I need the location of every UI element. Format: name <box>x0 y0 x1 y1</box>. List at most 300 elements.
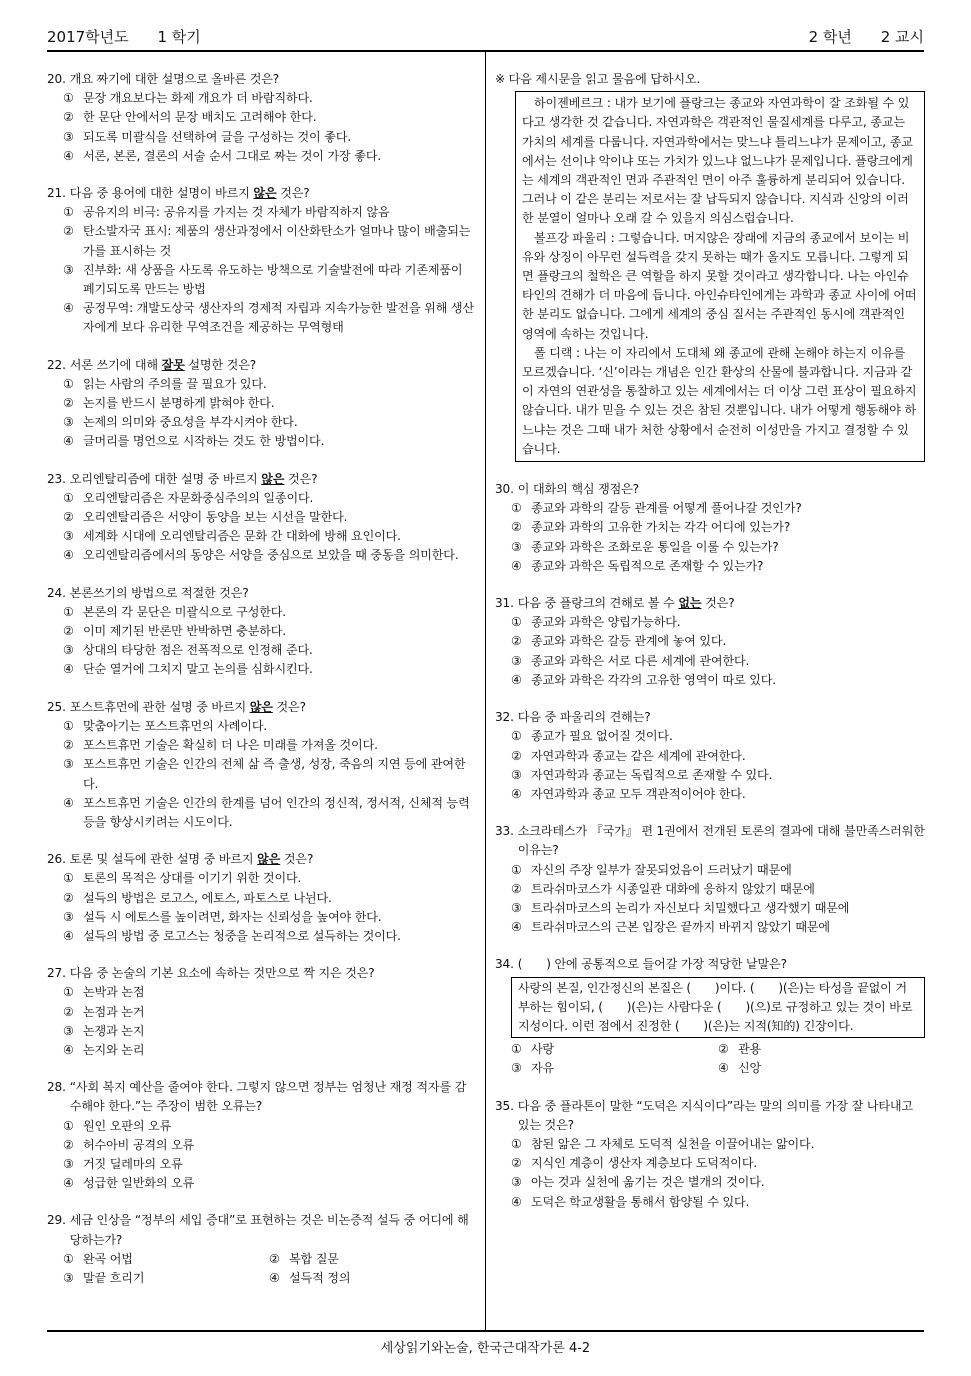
question-number: 24. <box>47 585 66 600</box>
choice-text: 한 문단 안에서의 문장 배치도 고려해야 한다. <box>83 110 317 125</box>
question-text <box>70 698 475 717</box>
question-number: 20. <box>47 72 66 86</box>
choice-mark: ④ <box>511 672 522 687</box>
choice[interactable] <box>63 413 475 432</box>
question-text: 다음 중 플라톤이 말한 “도덕은 지식이다”라는 말의 의미를 가장 잘 나타내고 있는 것은? <box>517 1098 913 1132</box>
choice-mark: ① <box>63 718 74 733</box>
choice-mark: ① <box>63 1118 74 1133</box>
choice-text: 이미 제기된 반론만 반박하면 충분하다. <box>83 624 286 639</box>
choice-mark: ④ <box>63 548 74 563</box>
choice-mark: ④ <box>63 928 74 943</box>
stem-part: 것은? <box>280 852 314 867</box>
choice-text: 포스트휴먼 기술은 확실히 더 나은 미래를 가져올 것이다. <box>83 738 378 753</box>
question-number: 29. <box>47 1213 66 1228</box>
question-text: 본론쓰기의 방법으로 적절한 것은? <box>69 585 249 600</box>
choice-mark: ② <box>718 1042 729 1057</box>
question-text: 다음 중 논술의 기본 요소에 속하는 것만으로 짝 지은 것은? <box>69 966 375 981</box>
question-stem <box>47 850 475 869</box>
choice-mark: ③ <box>511 1061 522 1076</box>
choice[interactable] <box>63 508 475 527</box>
question-20 <box>47 70 475 166</box>
choice[interactable] <box>63 1117 475 1136</box>
header-grade: 2 학년 <box>808 27 852 46</box>
choice-text: 세계화 시대에 오리엔탈리즘은 문화 간 대화에 방해 요인이다. <box>83 529 401 544</box>
choice-mark: ① <box>63 376 74 391</box>
question-stem <box>47 698 475 717</box>
choice[interactable] <box>511 652 925 671</box>
stem-part: 서론 쓰기에 대해 <box>69 357 162 372</box>
choice-text: 자신의 주장 일부가 잘못되었음이 드러났기 때문에 <box>531 862 792 877</box>
right-column <box>495 70 925 1230</box>
choice-mark: ③ <box>63 1270 74 1285</box>
choice[interactable] <box>63 1136 475 1155</box>
choice[interactable] <box>63 394 475 413</box>
choice-mark: ② <box>63 1004 74 1019</box>
choice[interactable] <box>63 108 475 127</box>
choice-mark: ② <box>63 624 74 639</box>
choice[interactable] <box>511 1135 925 1154</box>
choice-text: 오리엔탈리즘은 서양이 동양을 보는 시선을 말한다. <box>83 510 348 525</box>
question-stem <box>47 470 475 489</box>
page-header <box>47 22 924 50</box>
choice-mark: ③ <box>511 539 522 554</box>
choice-text: 트라쉬마코스의 근본 입장은 끝까지 바뀌지 않았기 때문에 <box>531 920 830 935</box>
question-28 <box>47 1078 475 1193</box>
choice[interactable] <box>63 794 475 832</box>
choice-list <box>47 489 475 566</box>
choice-mark: ② <box>511 748 522 763</box>
choice-text: 트라쉬마코스가 시종일관 대화에 응하지 않았기 때문에 <box>531 881 815 896</box>
passage-instruction: ※ 다음 제시문을 읽고 물음에 답하시오. <box>495 72 701 86</box>
question-text <box>70 184 475 203</box>
question-text: ( ) 안에 공통적으로 들어갈 가장 적당한 낱말은? <box>517 957 787 972</box>
choice-mark: ② <box>511 520 522 535</box>
stem-part: 오리엔탈리즘에 대한 설명 중 바르지 <box>69 471 262 486</box>
choice-text: 맞춤아기는 포스트휴먼의 사례이다. <box>83 718 268 733</box>
question-stem <box>47 584 475 603</box>
choice-text: 설득의 방법 중 로고스는 청중을 논리적으로 설득하는 것이다. <box>83 928 401 943</box>
question-number: 22. <box>47 357 66 372</box>
choice-text: 아는 것과 실천에 옮기는 것은 별개의 것이다. <box>531 1175 765 1190</box>
choice-mark: ② <box>63 510 74 525</box>
question-text: 소크라테스가 『국가』 편 1권에서 전개된 토론의 결과에 대해 불만족스러워한 이유는? <box>517 824 925 858</box>
passage-paragraph: 하이젠베르크 : 내가 보기에 플랑크는 종교와 자연과학이 잘 조화될 수 있다고 생각한 것 같습니다. 자연과학은 객관적인 물질세계를 다루고, 종교는 가치의 세계를 다룹니다. 자연과학에서는 맞느냐 틀리느냐가 문제이고, 종교에서는 선이냐 악이냐 또는 가치가 있느냐 없느냐가 문제입니다. 플랑크에게는 세계의 객관적인 면과 주관적인 면이 아주 훌륭하게 분리되어 있습니다. 그러나 이 같은 분리는 저로서는 잘 납득되지 않습니다. 지식과 신앙의 이러한 분열이 얼마나 오래 갈 수 있을지 의심스럽습니다. <box>522 96 913 226</box>
header-year: 2017학년도 <box>47 27 129 46</box>
choice-mark: ② <box>63 224 74 239</box>
choice-mark: ④ <box>511 786 522 801</box>
choice-list <box>47 869 475 946</box>
question-23 <box>47 470 475 566</box>
choice[interactable] <box>511 918 925 937</box>
choice-list <box>495 1135 925 1212</box>
choice[interactable] <box>63 546 475 565</box>
choice[interactable] <box>63 299 475 337</box>
choice[interactable] <box>511 1193 925 1212</box>
choice-list <box>47 375 475 452</box>
choice[interactable] <box>511 671 925 690</box>
choice-text: 논점과 논거 <box>83 1004 145 1019</box>
choice-text: 종교가 필요 없어질 것이다. <box>531 729 673 744</box>
choice-mark: ③ <box>63 643 74 658</box>
choice[interactable] <box>511 1154 925 1173</box>
choice-list <box>47 89 475 166</box>
question-33 <box>495 822 925 937</box>
passage-paragraph: 폴 디랙 : 나는 이 자리에서 도대체 왜 종교에 관해 논해야 하는지 이유를 모르겠습니다. ‘신’이라는 개념은 인간 환상의 산물에 불과합니다. 지금과 같이 자연의 연관성을 통찰하고 있는 세계에서는 더 이상 그런 표상이 필요하지 않습니다. 내가 믿을 수 있는 것은 참된 것뿐입니다. 내가 어떻게 행동해야 하느냐는 것은 그때 내가 처한 상황에서 순전히 이성만을 가지고 결정할 수 있습니다. <box>522 345 917 456</box>
choice-text: 논박과 논점 <box>83 985 145 1000</box>
choice[interactable] <box>63 908 475 927</box>
question-32 <box>495 708 925 804</box>
choice[interactable] <box>511 538 925 557</box>
stem-emphasis: 않은 <box>257 852 281 867</box>
choice[interactable] <box>63 1003 475 1022</box>
question-number: 23. <box>47 471 66 486</box>
choice-list <box>495 613 925 690</box>
choice-text: 논쟁과 논지 <box>83 1023 145 1038</box>
question-21 <box>47 184 475 338</box>
question-30 <box>495 480 925 576</box>
choice-mark: ④ <box>63 662 74 677</box>
choice[interactable] <box>63 927 475 946</box>
choice-text: 공정무역: 개발도상국 생산자의 경제적 자립과 지속가능한 발전을 위해 생산자에게 보다 유리한 무역조건을 제공하는 무역형태 <box>83 301 474 335</box>
question-number: 26. <box>47 852 66 867</box>
choice[interactable] <box>63 222 475 260</box>
choice-text: 원인 오판의 오류 <box>83 1118 172 1133</box>
choice-text: 종교와 과학은 갈등 관계에 놓여 있다. <box>531 634 727 649</box>
stem-part: 것은? <box>276 186 310 201</box>
choice[interactable] <box>269 1250 475 1269</box>
choice-mark: ① <box>511 1042 522 1057</box>
choice-grid <box>495 1040 925 1078</box>
choice[interactable] <box>63 89 475 108</box>
choice-text: 사랑 <box>531 1042 555 1057</box>
choice[interactable] <box>63 1250 269 1269</box>
choice-mark: ③ <box>63 1023 74 1038</box>
choice-text: 설득의 방법은 로고스, 에토스, 파토스로 나뉜다. <box>83 890 332 905</box>
choice-mark: ③ <box>511 653 522 668</box>
choice-text: 종교와 과학의 고유한 가치는 각각 어디에 있는가? <box>531 520 791 535</box>
choice[interactable] <box>511 880 925 899</box>
choice-list <box>495 727 925 804</box>
choice-text: 탄소발자국 표시: 제품의 생산과정에서 이산화탄소가 얼마나 많이 배출되는가를 표시하는 것 <box>83 224 471 258</box>
choice-text: 포스트휴먼 기술은 인간의 전체 삶 즉 출생, 성장, 죽음의 지연 등에 관여한다. <box>83 757 466 791</box>
question-25 <box>47 698 475 832</box>
choice-text: 말끝 흐리기 <box>83 1270 145 1285</box>
choice-text: 참된 앎은 그 자체로 도덕적 실천을 이끌어내는 앎이다. <box>531 1136 815 1151</box>
choice-text: 상대의 타당한 점은 전폭적으로 인정해 준다. <box>83 643 313 658</box>
choice[interactable] <box>63 1041 475 1060</box>
choice-text: 논지와 논리 <box>83 1042 145 1057</box>
choice-mark: ③ <box>511 900 522 915</box>
choice-mark: ④ <box>511 558 522 573</box>
header-semester: 1 학기 <box>157 27 201 46</box>
choice-mark: ③ <box>63 415 74 430</box>
choice[interactable] <box>511 1059 718 1078</box>
question-22 <box>47 356 475 452</box>
choice[interactable] <box>511 747 925 766</box>
left-column <box>47 70 475 1306</box>
choice[interactable] <box>511 1173 925 1192</box>
question-stem <box>495 708 925 727</box>
question-stem <box>495 822 925 860</box>
choice-mark: ④ <box>269 1270 280 1285</box>
choice-mark: ③ <box>511 767 522 782</box>
stem-emphasis: 않은 <box>249 699 273 714</box>
choice-text: 종교와 과학의 갈등 관계를 어떻게 풀어나갈 것인가? <box>531 501 802 516</box>
choice[interactable] <box>63 1155 475 1174</box>
question-stem <box>495 955 925 974</box>
question-stem <box>47 964 475 983</box>
stem-part: 토론 및 설득에 관한 설명 중 바르지 <box>69 852 258 867</box>
choice[interactable] <box>511 766 925 785</box>
choice-list <box>495 861 925 938</box>
header-right <box>809 26 924 47</box>
question-text <box>70 356 475 375</box>
question-number: 34. <box>495 957 514 972</box>
choice[interactable] <box>63 1174 475 1193</box>
stem-part: 것은? <box>284 471 318 486</box>
bottom-rule <box>47 1330 924 1332</box>
page-footer: 세상읽기와논술, 한국근대작가론 4-2 <box>380 1341 591 1356</box>
choice-text: 오리엔탈리즘은 자문화중심주의의 일종이다. <box>83 490 314 505</box>
choice-text: 서론, 본론, 결론의 서술 순서 그대로 짜는 것이 가장 좋다. <box>83 148 382 163</box>
passage-box <box>515 91 925 462</box>
passage-paragraph: 볼프강 파울리 : 그렇습니다. 머지않은 장래에 지금의 종교에서 보이는 비유와 상징이 아무런 설득력을 갖지 못하는 때가 올지도 모릅니다. 그렇게 되면 플랑크의 철학은 큰 역할을 하지 못할 것이라고 생각합니다. 나는 아인슈타인의 견해가 더 마음에 듭니다. 아인슈타인에게는 과학과 종교 사이에 어떠한 분리도 없습니다. 그에게 세계의 중심 질서는 주관적인 동시에 객관적인 영역에 속하는 것입니다. <box>522 230 917 341</box>
question-text <box>70 470 475 489</box>
choice[interactable] <box>718 1059 925 1078</box>
choice[interactable] <box>511 613 925 632</box>
choice-mark: ③ <box>63 129 74 144</box>
choice-text: 완곡 어법 <box>83 1251 133 1266</box>
choice-mark: ③ <box>63 262 74 277</box>
choice-text: 종교와 과학은 조화로운 통일을 이룰 수 있는가? <box>531 539 779 554</box>
choice-text: 지식인 계층이 생산자 계층보다 도덕적이다. <box>531 1156 758 1171</box>
choice-text: 종교와 과학은 독립적으로 존재할 수 있는가? <box>531 558 764 573</box>
choice-list <box>47 983 475 1060</box>
question-34 <box>495 955 925 1078</box>
choice-mark: ① <box>63 604 74 619</box>
choice[interactable] <box>718 1040 925 1059</box>
question-number: 35. <box>495 1098 514 1113</box>
choice[interactable] <box>63 622 475 641</box>
choice[interactable] <box>511 899 925 918</box>
choice-list <box>47 1117 475 1194</box>
reading-passage-block <box>495 70 925 462</box>
choice-list <box>47 203 475 337</box>
choice[interactable] <box>63 889 475 908</box>
question-stem <box>47 184 475 203</box>
choice[interactable] <box>63 147 475 166</box>
question-27 <box>47 964 475 1060</box>
question-number: 30. <box>495 482 514 497</box>
choice[interactable] <box>511 499 925 518</box>
choice-mark: ① <box>511 729 522 744</box>
stem-part: 포스트휴먼에 관한 설명 중 바르지 <box>69 699 250 714</box>
choice-text: 트라쉬마코스의 논리가 자신보다 치밀했다고 생각했기 때문에 <box>531 900 850 915</box>
choice-text: 읽는 사람의 주의를 끌 필요가 있다. <box>83 376 267 391</box>
choice-grid <box>47 1250 475 1288</box>
choice-mark: ④ <box>63 434 74 449</box>
question-29 <box>47 1211 475 1288</box>
choice-mark: ③ <box>63 529 74 544</box>
question-excerpt-box: 사랑의 본질, 인간정신의 본질은 ( )이다. ( )(은)는 타성을 끝없이 거부하는 힘이되, ( )(은)는 사람다운 ( )(으)로 규정하고 있는 것이 바로 지성이다. 이런 점에서 진정한 ( )(은)는 지적(知的) 긴장이다. <box>511 977 925 1039</box>
question-stem <box>47 1078 475 1116</box>
header-left <box>47 26 225 47</box>
choice[interactable] <box>63 641 475 660</box>
question-text <box>70 850 475 869</box>
choice[interactable] <box>63 1269 269 1288</box>
question-text: “사회 복지 예산을 줄여야 한다. 그렇지 않으면 정부는 엄청난 재정 적자를 감수해야 한다.”는 주장이 범한 오류는? <box>69 1080 467 1114</box>
question-stem <box>495 1097 925 1135</box>
question-number: 28. <box>47 1080 66 1095</box>
choice-mark: ② <box>269 1251 280 1266</box>
choice[interactable] <box>63 1022 475 1041</box>
question-35 <box>495 1097 925 1212</box>
choice-mark: ② <box>63 1137 74 1152</box>
choice-mark: ① <box>63 871 74 886</box>
choice[interactable] <box>511 557 925 576</box>
choice-mark: ① <box>63 985 74 1000</box>
choice[interactable] <box>63 869 475 888</box>
choice[interactable] <box>63 755 475 793</box>
question-text: 다음 중 파울리의 견해는? <box>517 710 651 725</box>
question-text <box>518 594 925 613</box>
question-number: 33. <box>495 824 514 839</box>
question-stem <box>47 70 475 89</box>
choice-mark: ④ <box>63 795 74 810</box>
choice-text: 진부화: 새 상품을 사도록 유도하는 방책으로 기술발전에 따라 기존제품이 폐기되도록 만드는 방법 <box>83 262 463 297</box>
choice-mark: ① <box>511 615 522 630</box>
choice-mark: ② <box>63 110 74 125</box>
choice[interactable] <box>63 432 475 451</box>
choice[interactable] <box>63 736 475 755</box>
choice-text: 거짓 딜레마의 오류 <box>83 1156 183 1171</box>
choice-mark: ① <box>63 1251 74 1266</box>
choice-mark: ② <box>511 1156 522 1171</box>
choice-text: 종교와 과학은 서로 다른 세계에 관여한다. <box>531 653 750 668</box>
choice-text: 종교와 과학은 각각의 고유한 영역이 따로 있다. <box>531 672 776 687</box>
choice-mark: ① <box>63 205 74 220</box>
choice-text: 토론의 목적은 상대를 이기기 위한 것이다. <box>83 871 302 886</box>
choice-text: 복합 질문 <box>289 1251 339 1266</box>
choice-text: 자유 <box>531 1061 555 1076</box>
choice[interactable] <box>63 128 475 147</box>
choice-mark: ④ <box>63 1042 74 1057</box>
choice[interactable] <box>511 785 925 804</box>
choice[interactable] <box>63 203 475 222</box>
choice-mark: ① <box>511 501 522 516</box>
question-26 <box>47 850 475 946</box>
question-stem <box>495 594 925 613</box>
question-number: 27. <box>47 966 66 981</box>
choice[interactable] <box>63 603 475 622</box>
choice[interactable] <box>63 527 475 546</box>
choice-mark: ② <box>511 634 522 649</box>
question-number: 21. <box>47 186 66 201</box>
column-divider <box>485 52 486 1330</box>
choice-text: 자연과학과 종교는 같은 세계에 관여한다. <box>531 748 746 763</box>
choice[interactable] <box>63 375 475 394</box>
choice-text: 성급한 일반화의 오류 <box>83 1176 195 1191</box>
choice-mark: ① <box>63 490 74 505</box>
choice[interactable] <box>63 660 475 679</box>
question-text: 세금 인상을 “정부의 세입 증대”로 표현하는 것은 비논증적 설득 중 어디에 해당하는가? <box>69 1213 469 1247</box>
stem-part: 것은? <box>272 699 306 714</box>
question-stem <box>495 480 925 499</box>
stem-emphasis: 않은 <box>253 186 277 201</box>
choice-text: 공유지의 비극: 공유지를 가지는 것 자체가 바람직하지 않음 <box>83 205 390 220</box>
question-stem <box>47 1211 475 1249</box>
stem-part: 설명한 것은? <box>184 357 257 372</box>
choice-mark: ② <box>63 738 74 753</box>
choice-text: 종교와 과학은 양립가능하다. <box>531 615 681 630</box>
header-period: 2 교시 <box>880 27 924 46</box>
choice-text: 글머리를 명언으로 시작하는 것도 한 방법이다. <box>83 434 325 449</box>
choice-mark: ② <box>511 881 522 896</box>
stem-part: 다음 중 용어에 대한 설명이 바르지 <box>69 186 254 201</box>
choice-mark: ④ <box>63 301 74 316</box>
choice-text: 오리엔탈리즘에서의 동양은 서양을 중심으로 보았을 때 중동을 의미한다. <box>83 548 459 563</box>
choice[interactable] <box>511 632 925 651</box>
choice[interactable] <box>63 717 475 736</box>
choice-text: 논제의 의미와 중요성을 부각시켜야 한다. <box>83 415 298 430</box>
choice-mark: ④ <box>63 148 74 163</box>
choice-mark: ④ <box>718 1061 729 1076</box>
choice-text: 논지를 반드시 분명하게 밝혀야 한다. <box>83 396 275 411</box>
choice-text: 단순 열거에 그치지 말고 논의를 심화시킨다. <box>83 662 313 677</box>
choice-mark: ② <box>63 396 74 411</box>
choice-list <box>495 499 925 576</box>
choice[interactable] <box>269 1269 475 1288</box>
choice-mark: ③ <box>63 757 74 772</box>
choice-text: 포스트휴먼 기술은 인간의 한계를 넘어 인간의 정신적, 정서적, 신체적 능력 등을 향상시키려는 시도이다. <box>83 795 470 829</box>
question-number: 25. <box>47 699 66 714</box>
choice[interactable] <box>511 1040 718 1059</box>
choice-mark: ④ <box>511 920 522 935</box>
choice-mark: ④ <box>63 1176 74 1191</box>
choice-text: 관용 <box>738 1042 762 1057</box>
stem-part: 다음 중 플랑크의 견해로 볼 수 <box>517 596 679 611</box>
choice-mark: ④ <box>511 1194 522 1209</box>
choice[interactable] <box>63 261 475 299</box>
choice-mark: ② <box>63 890 74 905</box>
choice-mark: ① <box>511 1136 522 1151</box>
choice-text: 설득 시 에토스를 높이려면, 화자는 신뢰성을 높여야 한다. <box>83 909 382 924</box>
choice-text: 자연과학과 종교 모두 객관적이어야 한다. <box>531 786 746 801</box>
choice-mark: ③ <box>511 1175 522 1190</box>
choice[interactable] <box>511 727 925 746</box>
choice[interactable] <box>511 518 925 537</box>
stem-part: 것은? <box>701 596 735 611</box>
choice-text: 문장 개요보다는 화제 개요가 더 바람직하다. <box>83 91 313 106</box>
choice-text: 자연과학과 종교는 독립적으로 존재할 수 있다. <box>531 767 773 782</box>
choice[interactable] <box>511 861 925 880</box>
choice-mark: ① <box>511 862 522 877</box>
choice-text: 본론의 각 문단은 미괄식으로 구성한다. <box>83 604 286 619</box>
choice-mark: ③ <box>63 909 74 924</box>
choice[interactable] <box>63 489 475 508</box>
choice[interactable] <box>63 983 475 1002</box>
choice-list <box>47 717 475 832</box>
stem-emphasis: 잘못 <box>161 357 185 372</box>
question-text: 개요 짜기에 대한 설명으로 올바른 것은? <box>69 72 280 86</box>
choice-text: 설득적 정의 <box>289 1270 351 1285</box>
stem-emphasis: 않은 <box>261 471 285 486</box>
question-31 <box>495 594 925 690</box>
question-text: 이 대화의 핵심 쟁점은? <box>517 482 639 497</box>
choice-mark: ③ <box>63 1156 74 1171</box>
choice-text: 허수아비 공격의 오류 <box>83 1137 195 1152</box>
choice-text: 도덕은 학교생활을 통해서 함양될 수 있다. <box>531 1194 750 1209</box>
